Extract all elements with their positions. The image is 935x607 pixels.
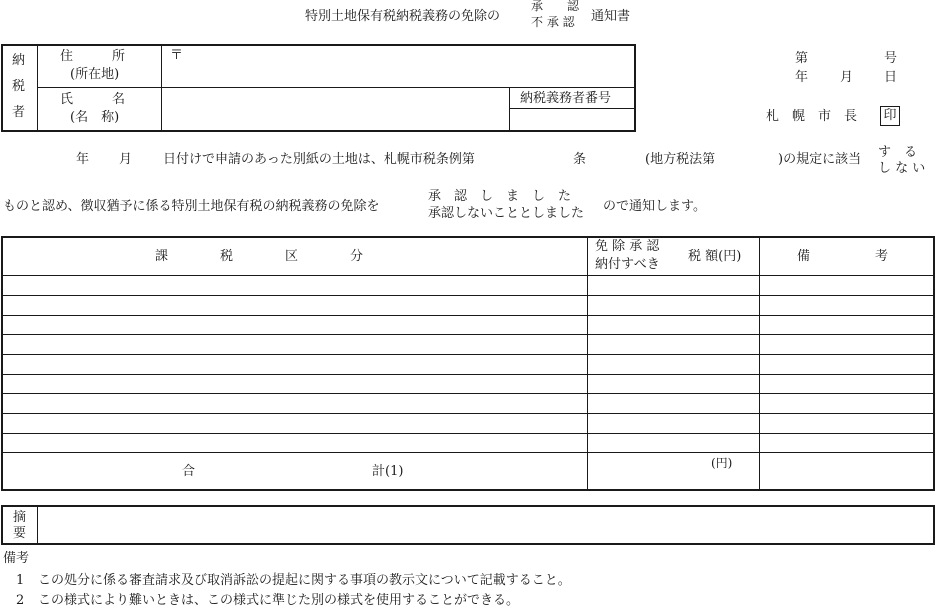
taxpayer-label-2: 税 <box>12 79 26 94</box>
address-field[interactable] <box>190 46 630 86</box>
body-text-1: 日付けで申請のあった別紙の土地は、札幌市税条例第 <box>163 152 475 167</box>
header-amount-unit: 税 額(円) <box>688 249 742 264</box>
body-option-approve: 承 認 し ま し た <box>428 189 572 204</box>
table-row-line <box>2 334 934 335</box>
body-shinai: し な い <box>878 161 926 176</box>
date-year: 年 <box>795 70 809 85</box>
taxpayer-divider-1 <box>37 45 38 131</box>
note-number-1: 1 <box>16 573 25 588</box>
table-row-line <box>2 433 934 434</box>
body-text-2: ものと認め、徴収猶予に係る特別土地保有税の納税義務の免除を <box>3 199 380 214</box>
address-sub-label: (所在地) <box>70 67 120 82</box>
table-row-line <box>2 393 934 394</box>
date-month: 月 <box>840 70 854 85</box>
body-rule: )の規定に該当 <box>778 152 862 167</box>
title-option-approve: 承 認 <box>531 0 580 13</box>
postal-mark: 〒 <box>170 48 184 63</box>
total-remarks-field[interactable] <box>761 454 933 489</box>
taxpayer-divider-2 <box>161 45 162 131</box>
body-text-end: ので通知します。 <box>603 199 706 214</box>
number-row-divider <box>510 108 635 109</box>
note-text-1: この処分に係る審査請求及び取消訴訟の提起に関する事項の教示文について記載すること。 <box>38 573 571 588</box>
name-field[interactable] <box>163 89 507 130</box>
title-prefix: 特別土地保有税納税義務の免除の <box>305 9 501 24</box>
title-suffix: 通知書 <box>591 9 631 24</box>
table-row-line <box>2 295 934 296</box>
seal-mark: 印 <box>880 106 900 126</box>
header-tax-class: 課 税 区 分 <box>155 249 364 264</box>
taxpayer-number-field[interactable] <box>511 110 634 130</box>
note-text-2: この様式により難いときは、この様式に準じた別の様式を使用することができる。 <box>38 593 520 607</box>
body-month: 月 <box>119 152 133 167</box>
body-article: 条 <box>573 152 587 167</box>
summary-label-1: 摘 <box>13 510 27 525</box>
number-divider <box>509 88 510 131</box>
header-remarks: 備 考 <box>797 249 889 264</box>
header-amount-bottom: 納付すべき <box>595 257 660 272</box>
taxpayer-number-label: 納税義務者番号 <box>520 91 612 106</box>
summary-label-2: 要 <box>13 526 27 541</box>
header-amount-top: 免 除 承 認 <box>595 239 660 254</box>
note-number-2: 2 <box>16 593 25 607</box>
taxpayer-label-1: 納 <box>12 53 26 68</box>
total-unit: (円) <box>711 456 733 470</box>
notes-heading: 備考 <box>3 551 30 566</box>
body-option-disapprove: 承認しないこととしました <box>428 206 585 221</box>
summary-field[interactable] <box>39 507 933 543</box>
summary-divider <box>37 506 38 544</box>
body-local-law: (地方税法第 <box>645 152 716 167</box>
taxpayer-label-3: 者 <box>12 105 26 120</box>
table-row-line <box>2 452 934 453</box>
table-row-line <box>2 354 934 355</box>
total-label-left: 合 <box>182 464 196 479</box>
title-option-disapprove: 不 承 認 <box>531 15 575 29</box>
body-suru: す る <box>878 145 918 160</box>
name-sub-label: (名 称) <box>70 110 120 125</box>
name-label: 氏 名 <box>60 92 126 107</box>
body-year: 年 <box>76 152 90 167</box>
table-row-line <box>2 315 934 316</box>
table-row-line <box>2 413 934 414</box>
table-row-line <box>2 374 934 375</box>
doc-no-go: 号 <box>884 51 898 66</box>
date-day: 日 <box>884 70 898 85</box>
taxpayer-row-divider <box>38 87 635 88</box>
address-label: 住 所 <box>60 49 126 64</box>
doc-no-dai: 第 <box>795 51 809 66</box>
table-row-line <box>2 275 934 276</box>
total-label-right: 計(1) <box>372 464 404 479</box>
total-amount-field[interactable] <box>589 454 757 489</box>
issuer-name: 札 幌 市 長 <box>766 109 858 124</box>
